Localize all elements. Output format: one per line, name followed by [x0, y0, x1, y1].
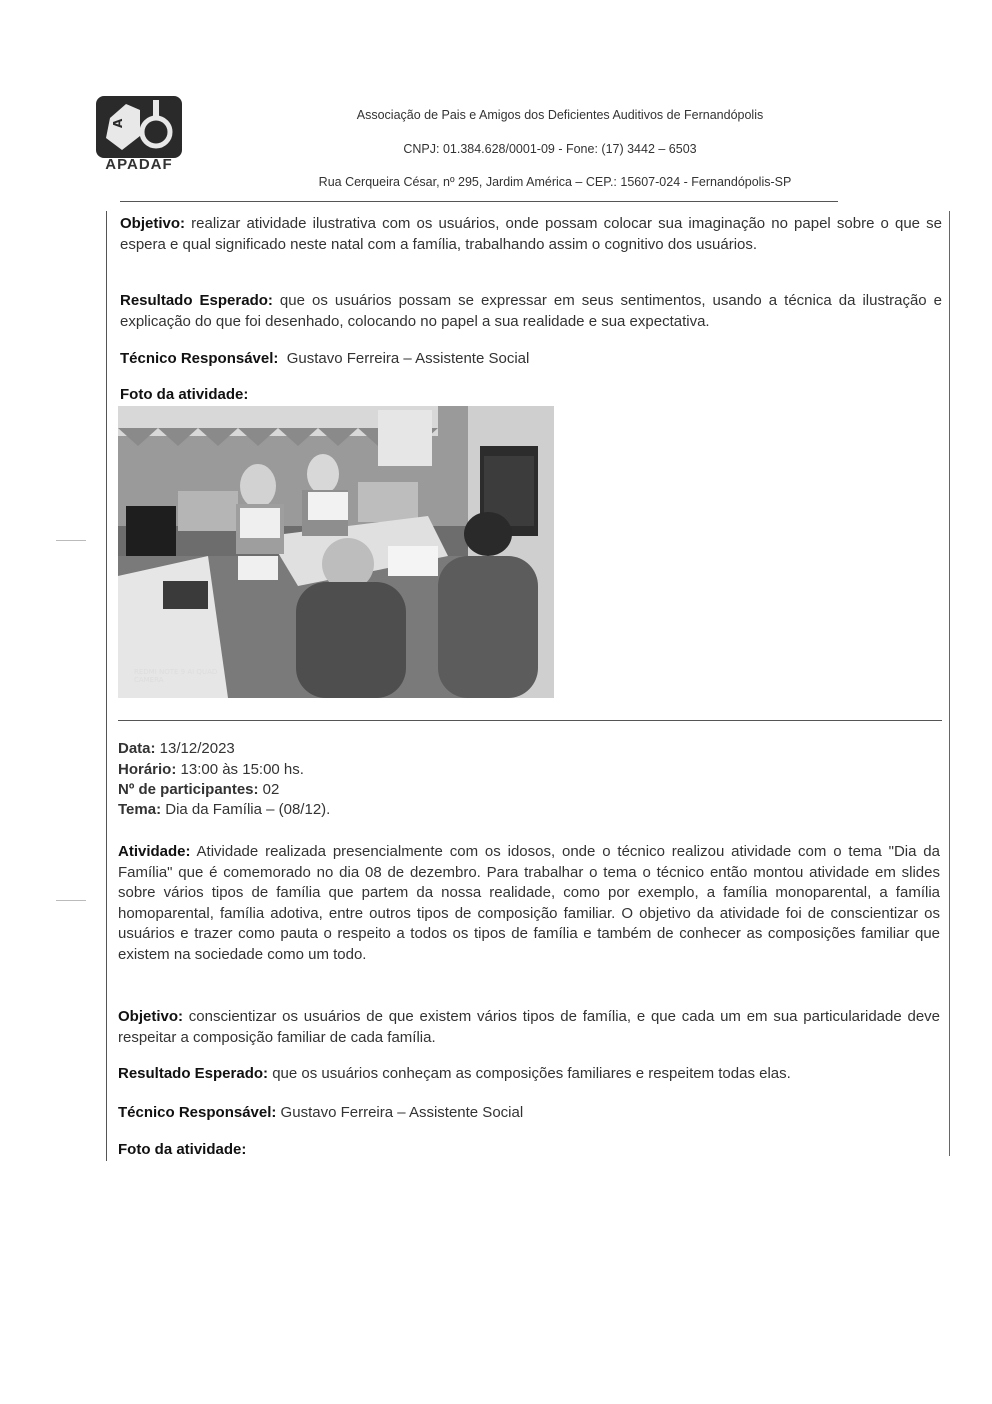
s1-foto-label — [120, 385, 520, 406]
s2-tecnico-text: Gustavo Ferreira – Assistente Social — [276, 1104, 524, 1121]
s2-atividade-label: Atividade: — [118, 843, 191, 860]
activity-photo — [118, 406, 554, 698]
apadaf-logo — [96, 96, 182, 176]
s2-tema-value: Dia da Família – (08/12). — [161, 801, 331, 818]
s1-resultado-text: que os usuários possam se expressar em seus sentimentos, usando a técnica da ilustração e explicação do que foi desenhado, colocando no papel a sua realidade e sua expectativa. — [120, 292, 943, 330]
s2-atividade — [118, 842, 940, 965]
s2-resultado-text: que os usuários conheçam as composições familiares e respeitem todas elas. — [268, 1065, 791, 1082]
logo-label: APADAF — [105, 156, 173, 173]
s2-resultado — [118, 1064, 940, 1085]
s2-objetivo — [118, 1007, 940, 1048]
s2-foto-label-text: Foto da atividade: — [118, 1141, 247, 1158]
s2-data-label: Data: — [118, 740, 156, 757]
s2-horario — [118, 760, 304, 781]
s1-resultado-label: Resultado Esperado: — [120, 292, 273, 309]
s2-foto-label — [118, 1140, 518, 1161]
s1-foto-label-text: Foto da atividade: — [120, 386, 249, 403]
s1-objetivo — [120, 214, 942, 255]
header-divider — [120, 201, 838, 202]
s2-resultado-label: Resultado Esperado: — [118, 1065, 269, 1082]
s2-objetivo-text: conscientizar os usuários de que existem vários tipos de família, e que cada um em sua particularidade deve respeitar a composição familiar de cada família. — [118, 1008, 940, 1046]
s1-tecnico — [120, 349, 942, 370]
s2-atividade-text: Atividade realizada presencialmente com os idosos, onde o técnico realizou atividade com o tema "Dia da Família" que é comemorado no dia 08 de dezembro. Para trabalhar o tema o técnico então montou atividade em slides sobre vários tipos de família que partem da nossa realidade, como por exemplo, a família monoparental, a família homoparental, família adotiva, entre outros tipos de composição familiar. O objetivo da atividade foi de conscientizar os usuários e trazer como pauta o respeito a todos os tipos de família e também de conhecer as composições familiar que existem na sociedade como um todo. — [118, 843, 940, 963]
s1-objetivo-text: realizar atividade ilustrativa com os usuários, onde possam colocar sua imaginação no papel sobre o que se espera e qual significado neste natal com a família, trabalhando assim o cognitivo dos usuários. — [120, 215, 942, 253]
s2-tema-label: Tema: — [118, 801, 162, 818]
svg-text:A: A — [111, 118, 125, 128]
s2-data — [118, 739, 235, 760]
s2-horario-value: 13:00 às 15:00 hs. — [176, 761, 304, 778]
s1-tecnico-text: Gustavo Ferreira – Assistente Social — [278, 350, 530, 367]
s1-tecnico-label: Técnico Responsável: — [120, 350, 279, 367]
org-name: Associação de Pais e Amigos dos Deficientes Auditivos de Fernandópolis — [356, 108, 764, 122]
content-frame-right-border — [949, 211, 950, 1156]
s1-resultado — [120, 291, 942, 332]
s2-participantes-label: Nº de participantes: — [118, 781, 259, 798]
section-divider — [118, 720, 942, 721]
s2-tema — [118, 800, 330, 821]
s2-participantes-value: 02 — [258, 781, 280, 798]
s2-tecnico — [118, 1103, 940, 1124]
s1-objetivo-label: Objetivo: — [120, 215, 186, 232]
s2-participantes — [118, 780, 279, 801]
s2-tecnico-label: Técnico Responsável: — [118, 1104, 277, 1121]
s2-objetivo-label: Objetivo: — [118, 1008, 184, 1025]
scan-margin-mark — [56, 540, 86, 541]
photo-watermark: REDMI NOTE 9 AI QUAD CAMERA — [134, 668, 218, 684]
scan-margin-mark — [56, 900, 86, 901]
org-address: Rua Cerqueira César, nº 295, Jardim América – CEP.: 15607-024 - Fernandópolis-SP — [318, 175, 792, 189]
org-contact: CNPJ: 01.384.628/0001-09 - Fone: (17) 3442 – 6503 — [403, 142, 697, 156]
s2-data-value: 13/12/2023 — [155, 740, 235, 757]
s2-horario-label: Horário: — [118, 761, 177, 778]
